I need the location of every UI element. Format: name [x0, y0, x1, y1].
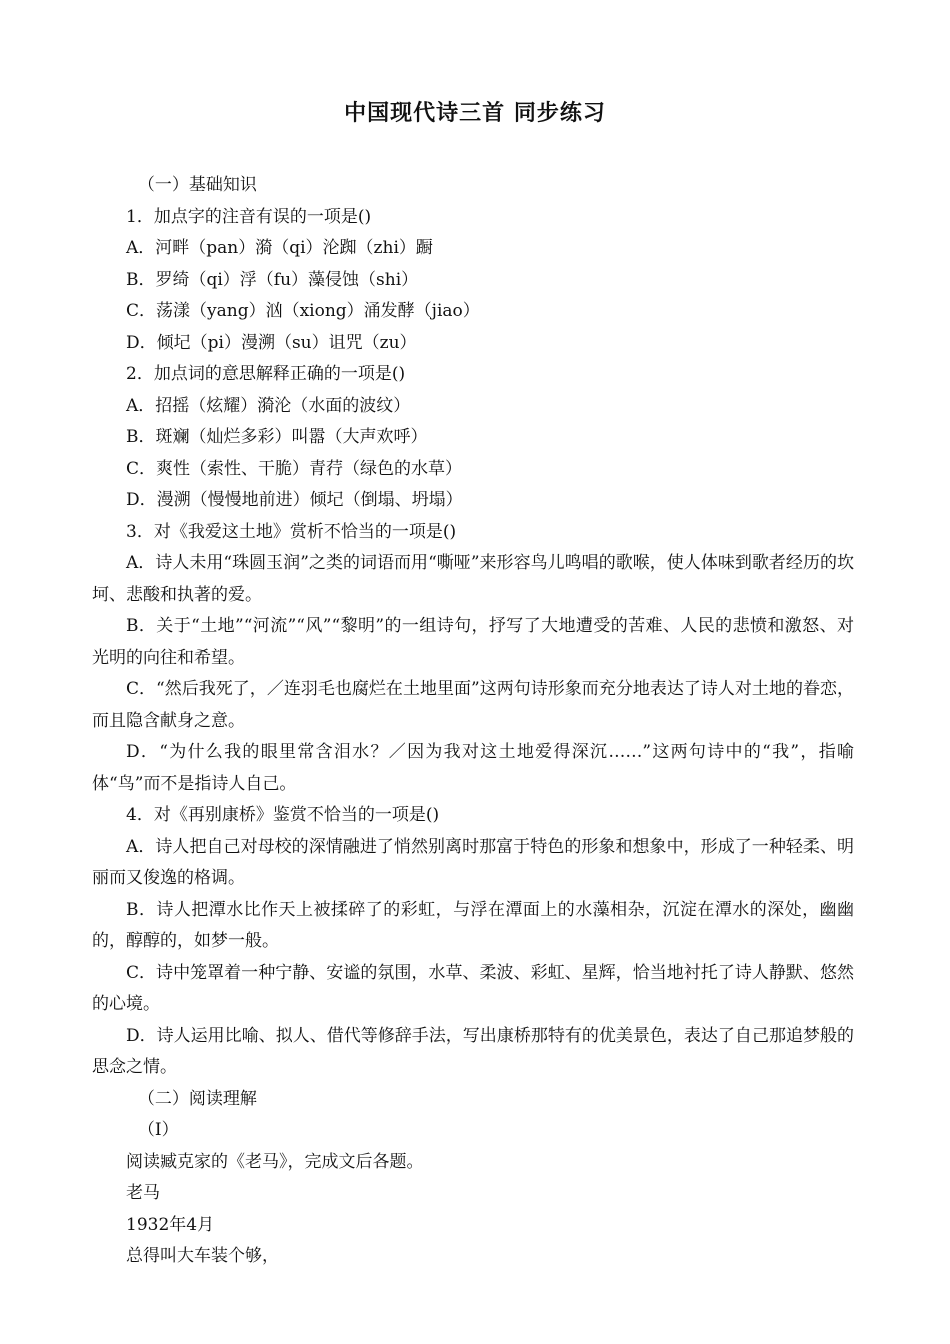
section-heading: （二）阅读理解: [137, 1088, 257, 1109]
answer-option: D．诗人运用比喻、拟人、借代等修辞手法，写出康桥那特有的优美景色，表达了自己那追梦般的思念之情。: [92, 1025, 854, 1077]
subsection-marker: （Ⅰ）: [137, 1120, 179, 1140]
answer-option: C．“然后我死了，／连羽毛也腐烂在土地里面”这两句诗形象而充分地表达了诗人对土地的眷恋，而且隐含献身之意。: [92, 679, 854, 731]
poem-title: 老马: [126, 1183, 160, 1203]
answer-option: D．倾圮（pi）漫溯（su）诅咒（zu）: [126, 332, 417, 353]
question-stem: 1．加点字的注音有误的一项是(): [126, 206, 372, 227]
answer-option: A．招摇（炫耀）漪沦（水面的波纹）: [126, 395, 411, 416]
poem-date: 1932年4月: [126, 1214, 215, 1235]
answer-option: D．“为什么我的眼里常含泪水？／因为我对这土地爱得深沉……”这两句诗中的“我”，指喻体“鸟”而不是指诗人自己。: [92, 742, 854, 794]
section-heading: （一）基础知识: [137, 175, 257, 195]
question-stem: 2．加点词的意思解释正确的一项是(): [126, 364, 406, 384]
document-title: 中国现代诗三首 同步练习: [344, 100, 606, 126]
answer-option: C．荡漾（yang）汹（xiong）涌发酵（jiao）: [126, 301, 480, 321]
answer-option: C．诗中笼罩着一种宁静、安谧的氛围，水草、柔波、彩虹、星辉，恰当地衬托了诗人静默、悠然的心境。: [92, 962, 854, 1014]
answer-option: A．诗人未用“珠圆玉润”之类的词语而用“嘶哑”来形容鸟儿鸣唱的歌喉，使人体味到歌者经历的坎坷、悲酸和执著的爱。: [92, 553, 854, 605]
document-body: [92, 170, 854, 1273]
answer-option: B．关于“土地”“河流”“风”“黎明”的一组诗句，抒写了大地遭受的苦难、人民的悲愤和激怒、对光明的向往和希望。: [92, 616, 854, 668]
answer-option: A．诗人把自己对母校的深情融进了悄然别离时那富于特色的形象和想象中，形成了一种轻柔、明丽而又俊逸的格调。: [92, 836, 854, 888]
answer-option: D．漫溯（慢慢地前进）倾圮（倒塌、坍塌）: [126, 490, 463, 510]
answer-option: B．罗绮（qi）浮（fu）藻侵蚀（shi）: [126, 269, 419, 290]
question-stem: 4．对《再别康桥》鉴赏不恰当的一项是(): [126, 805, 440, 825]
answer-option: C．爽性（索性、干脆）青荇（绿色的水草）: [126, 458, 463, 479]
poem-line: 总得叫大车装个够，: [126, 1246, 279, 1266]
answer-option: A．河畔（pan）漪（qi）沦踟（zhi）蹰: [126, 238, 433, 258]
reading-instruction: 阅读臧克家的《老马》，完成文后各题。: [126, 1151, 424, 1172]
answer-option: B．诗人把潭水比作天上被揉碎了的彩虹，与浮在潭面上的水藻相杂，沉淀在潭水的深处，幽幽的，醇醇的，如梦一般。: [92, 899, 854, 951]
question-stem: 3．对《我爱这土地》赏析不恰当的一项是(): [126, 521, 457, 542]
answer-option: B．斑斓（灿烂多彩）叫嚣（大声欢呼）: [126, 427, 428, 447]
